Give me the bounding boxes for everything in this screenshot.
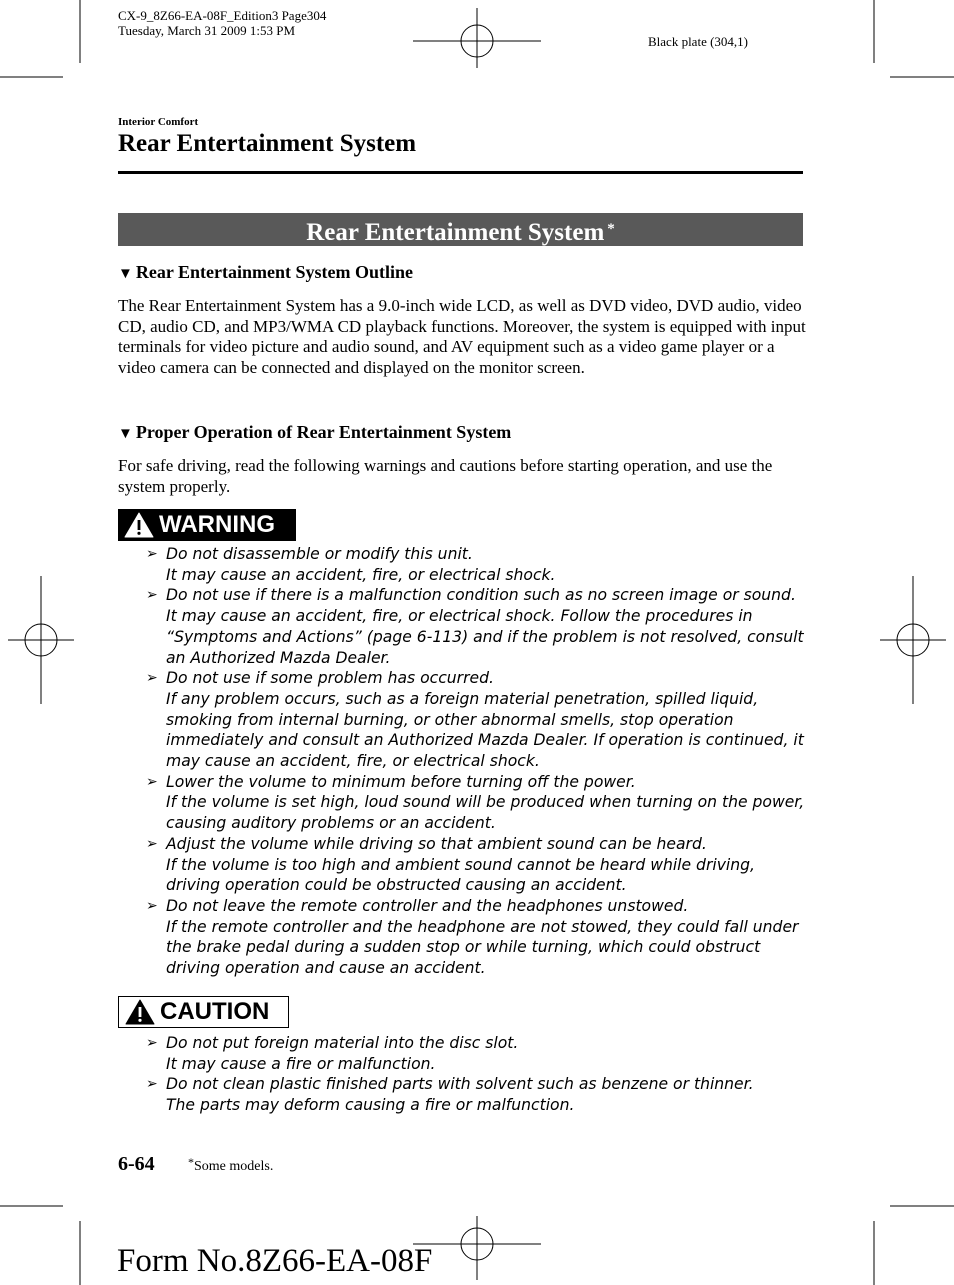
triangle-bullet-icon: ▼ xyxy=(118,266,133,282)
proper-operation-heading-text: Proper Operation of Rear Entertainment System xyxy=(135,422,512,442)
topic-title: Rear Entertainment System xyxy=(306,219,605,246)
footnote-text: Some models. xyxy=(194,1159,274,1174)
outline-heading-text: Rear Entertainment System Outline xyxy=(135,262,413,282)
chapter-divider xyxy=(118,171,803,174)
arrow-bullet-icon: ➢ xyxy=(146,1076,158,1093)
print-job-info xyxy=(118,8,326,38)
warning-label-box xyxy=(118,509,296,541)
warning-item-title: Do not use if there is a malfunction condition such as no screen image or sound. xyxy=(166,586,796,605)
section-label: Interior Comfort xyxy=(118,116,199,128)
warning-item xyxy=(146,896,808,979)
warning-item-detail: If the volume is too high and ambient sound cannot be heard while driving, driving operation could be obstructed causing an accident. xyxy=(166,855,755,895)
warning-list xyxy=(146,544,808,979)
print-job-line-2: Tuesday, March 31 2009 1:53 PM xyxy=(118,23,296,38)
arrow-bullet-icon: ➢ xyxy=(146,773,158,790)
warning-item xyxy=(146,834,808,896)
warning-label: WARNING xyxy=(159,511,275,538)
caution-item xyxy=(146,1074,808,1115)
footnote-star-icon: * xyxy=(188,1155,194,1169)
arrow-bullet-icon: ➢ xyxy=(146,897,158,914)
warning-item-detail: It may cause an accident, fire, or electrical shock. Follow the procedures in “Symptoms and Actions” (page 6-113) and if the problem is not resolved, consult an Authorized Mazda Dealer. xyxy=(166,607,804,667)
outline-heading xyxy=(118,262,413,283)
print-job-line-1: CX-9_8Z66-EA-08F_Edition3 Page304 xyxy=(118,8,327,23)
warning-item-title: Adjust the volume while driving so that ambient sound can be heard. xyxy=(166,834,707,853)
warning-triangle-icon xyxy=(124,512,154,538)
warning-item-title: Lower the volume to minimum before turning off the power. xyxy=(166,772,636,791)
proper-operation-heading xyxy=(118,422,511,443)
warning-item xyxy=(146,668,808,772)
arrow-bullet-icon: ➢ xyxy=(146,835,158,852)
plate-label: Black plate (304,1) xyxy=(648,34,748,49)
arrow-bullet-icon: ➢ xyxy=(146,587,158,604)
caution-item-title: Do not put foreign material into the disc slot. xyxy=(166,1034,519,1052)
warning-item-title: Do not disassemble or modify this unit. xyxy=(166,545,473,563)
warning-item-title: Do not use if some problem has occurred. xyxy=(166,669,494,688)
warning-item-detail: If the remote controller and the headphone are not stowed, they could fall under the brake pedal during a sudden stop or while turning, which could obstruct driving operation and cause an accident. xyxy=(166,917,799,978)
arrow-bullet-icon: ➢ xyxy=(146,1035,158,1051)
caution-item-title: Do not clean plastic finished parts with solvent such as benzene or thinner. xyxy=(166,1075,754,1094)
caution-label: CAUTION xyxy=(160,998,270,1025)
proper-operation-paragraph: For safe driving, read the following warnings and cautions before starting operation, and use the system properly. xyxy=(118,456,773,496)
outline-paragraph: The Rear Entertainment System has a 9.0-inch wide LCD, as well as DVD video, DVD audio, video CD, audio CD, and MP3/WMA CD playback functions. Moreover, the system is equipped with input terminals for video picture and audio sound, and AV equipment such as a video game player or a video camera can be connected and displayed on the monitor screen. xyxy=(118,296,806,378)
triangle-bullet-icon: ▼ xyxy=(118,426,133,442)
topic-title-bar xyxy=(118,213,803,246)
warning-item xyxy=(146,544,808,585)
form-number: Form No.8Z66-EA-08F xyxy=(117,1243,433,1279)
caution-item-detail: It may cause a fire or malfunction. xyxy=(166,1054,436,1073)
caution-item-detail: The parts may deform causing a fire or malfunction. xyxy=(166,1096,575,1115)
some-models-star-icon: * xyxy=(607,221,615,237)
warning-item-detail: If any problem occurs, such as a foreign material penetration, spilled liquid, smoking from internal burning, or other abnormal smells, stop operation immediately and consult an Authorized Mazda Dealer. If operation is continued, it may cause an accident, fire, or electrical shock. xyxy=(166,689,804,771)
caution-label-box xyxy=(118,996,289,1028)
caution-item xyxy=(146,1033,808,1074)
warning-item-title: Do not leave the remote controller and the headphones unstowed. xyxy=(166,896,689,915)
warning-item xyxy=(146,772,808,834)
footnote xyxy=(188,1155,273,1175)
warning-item-detail: If the volume is set high, loud sound will be produced when turning on the power, causing auditory problems or an accident. xyxy=(166,793,805,833)
chapter-title: Rear Entertainment System xyxy=(118,130,417,157)
arrow-bullet-icon: ➢ xyxy=(146,670,158,687)
warning-item-detail: It may cause an accident, fire, or electrical shock. xyxy=(166,565,556,584)
caution-list xyxy=(146,1033,808,1116)
arrow-bullet-icon: ➢ xyxy=(146,546,158,562)
warning-item xyxy=(146,585,808,668)
caution-triangle-icon xyxy=(125,999,155,1025)
page-number: 6-64 xyxy=(118,1153,155,1175)
